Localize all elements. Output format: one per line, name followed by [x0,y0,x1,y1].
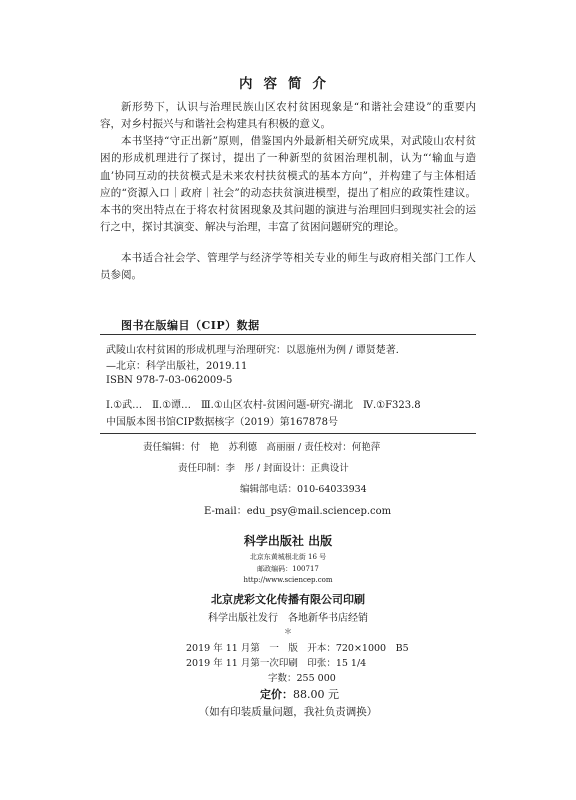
distribution-line: 科学出版社发行 各地新华书店经销 [208,613,368,624]
price-value: 88.00 元 [293,688,339,701]
word-count: 字数：255 000 [268,673,336,684]
summary-paragraph-2: 本书坚持“守正出新”原则，借鉴国内外最新相关研究成果，对武陵山农村贫困的形成机理进行了探讨，提出了一种新型的贫困治理机制，认为“‘输血与造血’协同互动的扶贫模式是未来农村扶贫模式的基本方向”，并构建了与主体相适应的“资源入口｜政府｜社会”的动态扶贫演进模型，提出了相应的政策性建议。本书的突出特点在于将农村贫困现象及其问题的演进与治理回归到现实社会的运行之中，探讨其演变、解决与治理，丰富了贫困问题研究的理论。 [100,135,476,234]
price [260,686,339,702]
printing-line: 2019 年 11 月第一次印刷 印张：15 1/4 [186,658,367,669]
printer-name: 北京虎彩文化传播有限公司印刷 [211,593,365,606]
cip-imprint-line: —北京：科学出版社，2019.11 [106,361,248,372]
cip-classification-line: Ⅰ.①武… Ⅱ.①谭… Ⅲ.①山区农村-贫困问题-研究-湖北 Ⅳ.①F323.8 [106,400,421,411]
summary-paragraph-3: 本书适合社会学、管理学与经济学等相关专业的师生与政府相关部门工作人员参阅。 [100,252,476,282]
cip-record-line: 中国版本图书馆CIP数据核字（2019）第167878号 [106,417,338,428]
summary-title: 内容简介 [239,76,337,92]
quality-note: （如有印装质量问题，我社负责调换） [198,706,378,718]
cip-isbn-line: ISBN 978-7-03-062009-5 [106,375,233,386]
cip-title-line: 武陵山农村贫困的形成机理与治理研究：以恩施州为例 / 谭贤楚著． [106,345,406,356]
summary-paragraph-1: 新形势下，认识与治理民族山区农村贫困现象是“和谐社会建设”的重要内容，对乡村振兴与和谐社会构建具有积极的意义。 [100,101,476,131]
separator-star: ＊ [284,627,292,636]
editorial-email: E-mail：edu_psy@mail.sciencep.com [204,506,392,517]
cip-heading: 图书在版编目（CIP）数据 [121,319,260,332]
cip-top-rule [100,334,476,335]
edition-line: 2019 年 11 月第 一 版 开本：720×1000 B5 [186,643,409,654]
price-label: 定价： [260,688,293,701]
editorial-phone: 编辑部电话：010-64033934 [240,484,367,495]
publisher-name: 科学出版社 出版 [243,534,333,548]
responsible-editors: 责任编辑：付 艳 苏利德 高丽丽 / 责任校对：何艳萍 [143,442,381,453]
publisher-postcode: 邮政编码：100717 [257,565,319,573]
cip-bottom-rule [100,433,476,434]
print-and-cover-credits: 责任印制：李 彤 / 封面设计：正典设计 [178,463,349,474]
publisher-address: 北京东黄城根北街 16 号 [249,553,327,561]
publisher-website: http://www.sciencep.com [243,576,333,584]
